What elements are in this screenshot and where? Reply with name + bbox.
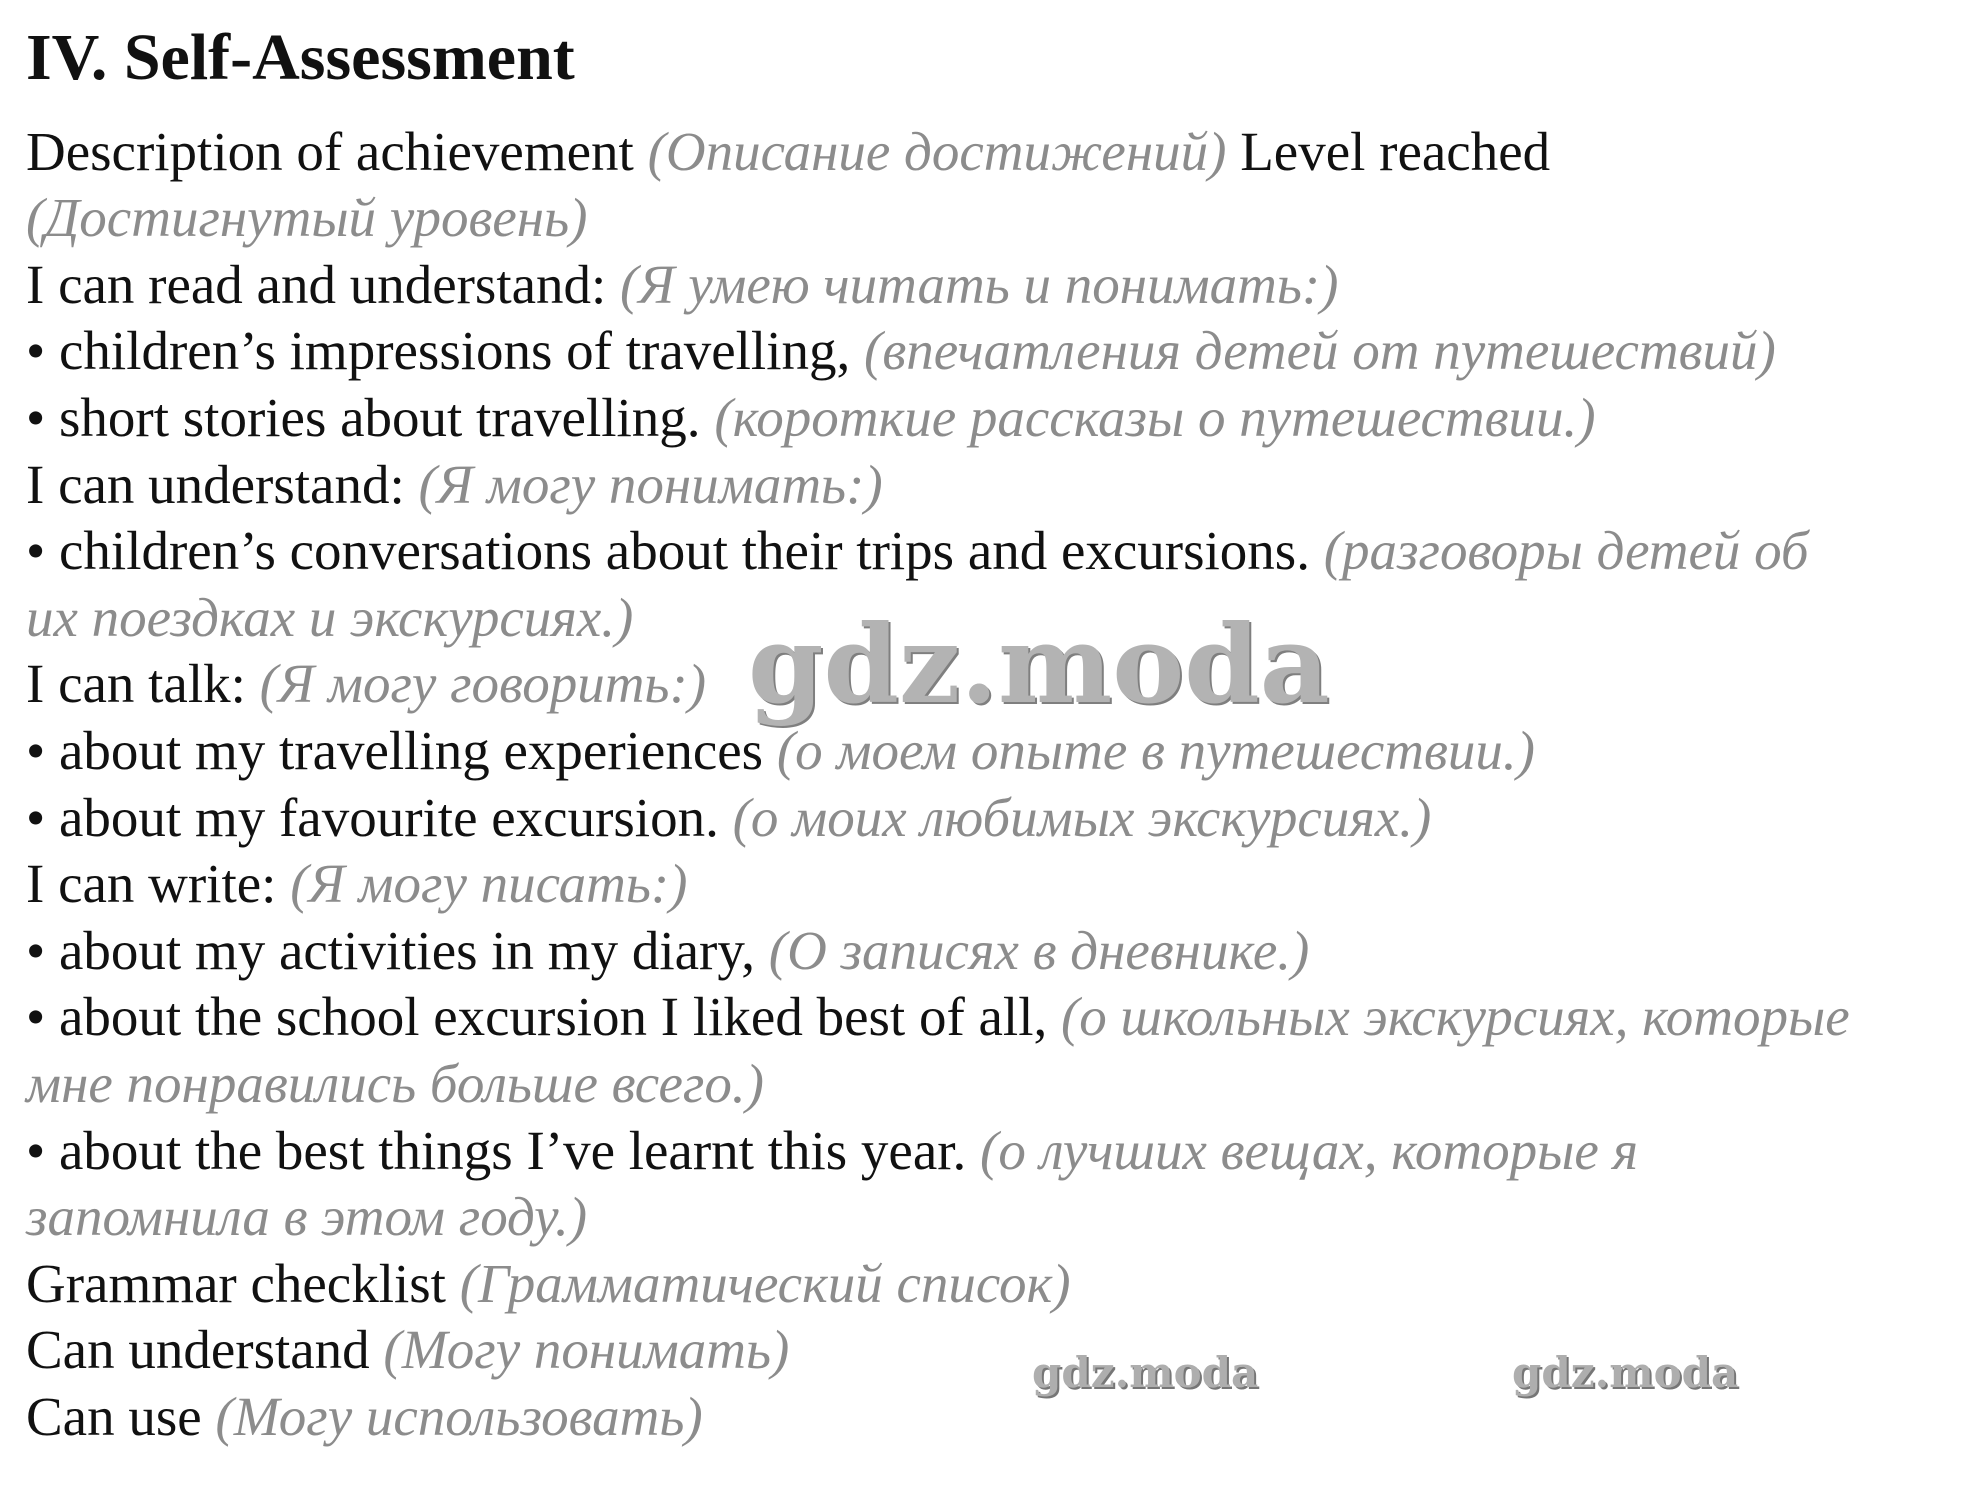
english-text: • children’s impressions of travelling, <box>26 320 864 381</box>
text-line-read-understand <box>26 252 1338 318</box>
russian-translation: (Описание достижений) <box>647 121 1227 182</box>
text-line-grammar-use <box>26 1384 703 1450</box>
watermark-small-right: gdz.moda <box>1512 1348 1739 1397</box>
english-text: Can use <box>26 1386 216 1447</box>
text-line-best-things <box>26 1118 1638 1184</box>
english-text: Grammar checklist <box>26 1253 460 1314</box>
text-line-grammar-understand <box>26 1317 789 1383</box>
text-line-description-header <box>26 119 1550 185</box>
russian-translation: (Я умею читать и понимать:) <box>620 254 1339 315</box>
russian-translation: (Я могу говорить:) <box>259 653 707 714</box>
russian-translation: (разговоры детей об <box>1323 520 1809 581</box>
english-text: I can write: <box>26 853 291 914</box>
text-line-can-talk <box>26 651 706 717</box>
english-text: • about my favourite excursion. <box>26 787 733 848</box>
russian-translation: (короткие рассказы о путешествии.) <box>714 387 1596 448</box>
english-text: I can understand: <box>26 454 419 515</box>
russian-translation: (Грамматический список) <box>459 1253 1071 1314</box>
text-line-best-things-cont <box>26 1184 587 1250</box>
russian-translation: (впечатления детей от путешествий) <box>864 320 1776 381</box>
russian-translation: (о моем опыте в путешествии.) <box>776 720 1535 781</box>
text-line-favourite-excursion <box>26 785 1431 851</box>
watermark-small-left: gdz.moda <box>1032 1348 1259 1397</box>
text-line-conversations <box>26 518 1809 584</box>
english-text: • about my activities in my diary, <box>26 920 769 981</box>
watermark-large: gdz.moda <box>748 602 1330 728</box>
russian-translation: (О записях в дневнике.) <box>768 920 1310 981</box>
english-text: • about the school excursion I liked best of all, <box>26 986 1061 1047</box>
english-text: I can talk: <box>26 653 260 714</box>
russian-translation: их поездках и экскурсиях.) <box>26 587 634 648</box>
russian-translation: (Я могу писать:) <box>290 853 688 914</box>
text-line-can-write <box>26 851 688 917</box>
text-line-grammar-checklist <box>26 1251 1071 1317</box>
text-line-short-stories <box>26 385 1596 451</box>
russian-translation: (Достигнутый уровень) <box>26 187 588 248</box>
russian-translation: (Могу использовать) <box>215 1386 703 1447</box>
english-text: Description of achievement <box>26 121 648 182</box>
russian-translation: (о школьных экскурсиях, которые <box>1060 986 1850 1047</box>
english-text: • about my travelling experiences <box>26 720 777 781</box>
english-text: • children’s conversations about their trips and excursions. <box>26 520 1324 581</box>
text-line-impressions <box>26 318 1776 384</box>
english-text: • about the best things I’ve learnt this year. <box>26 1120 981 1181</box>
text-line-diary <box>26 918 1309 984</box>
section-title: IV. Self-Assessment <box>26 21 575 94</box>
russian-translation: (Могу понимать) <box>383 1319 790 1380</box>
russian-translation: (Я могу понимать:) <box>418 454 883 515</box>
text-line-level-translation <box>26 185 587 251</box>
text-line-conversations-cont <box>26 585 633 651</box>
text-line-school-excursion <box>26 984 1850 1050</box>
russian-translation: (о лучших вещах, которые я <box>980 1120 1639 1181</box>
text-line-school-excursion-cont <box>26 1051 764 1117</box>
russian-translation: (о моих любимых экскурсиях.) <box>732 787 1432 848</box>
english-text: • short stories about travelling. <box>26 387 715 448</box>
english-text: I can read and understand: <box>26 254 621 315</box>
text-line-can-understand <box>26 452 883 518</box>
russian-translation: мне понравились больше всего.) <box>26 1053 764 1114</box>
russian-translation: запомнила в этом году.) <box>26 1186 588 1247</box>
english-text: Can understand <box>26 1319 384 1380</box>
english-text-level-reached: Level reached <box>1226 121 1551 182</box>
